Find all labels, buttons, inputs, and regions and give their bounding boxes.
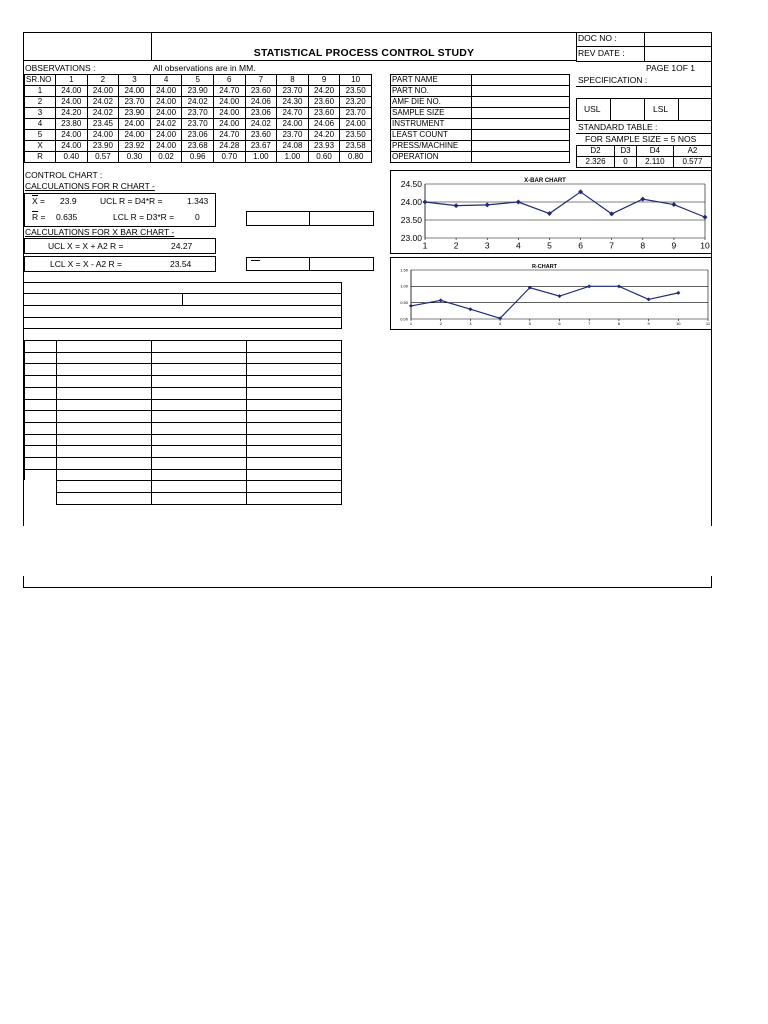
history-grid-line <box>56 504 342 505</box>
part-info-row <box>391 119 570 130</box>
lsl-label: LSL <box>653 104 669 114</box>
chart-title: X-BAR CHART <box>524 178 566 184</box>
observations-row <box>25 86 372 97</box>
history-grid-line <box>24 457 342 458</box>
observations-row-label: 1 <box>25 86 56 97</box>
chart-point <box>647 297 651 301</box>
part-info-label: PART NO. <box>391 86 472 97</box>
doc-no-value-divider <box>644 32 645 61</box>
observations-cell: 24.00 <box>56 141 88 152</box>
observations-cell: 0.60 <box>308 152 340 163</box>
r-chart-panel <box>390 257 712 330</box>
chart-x-tick-label: 3 <box>484 240 490 251</box>
chart-point <box>468 307 472 311</box>
observations-cell: 1.00 <box>245 152 277 163</box>
observations-col-header: SR.NO <box>25 75 56 86</box>
constants-body <box>577 146 712 168</box>
chart-series-line <box>425 192 705 217</box>
observations-cell: 0.70 <box>213 152 245 163</box>
chart-x-tick-label: 1 <box>422 240 428 251</box>
history-grid-line <box>24 387 342 388</box>
observations-cell: 23.90 <box>119 108 151 119</box>
observations-cell: 23.90 <box>182 86 214 97</box>
ucl-r-label: UCL R = D4*R = <box>100 196 163 206</box>
observations-label: OBSERVATIONS : <box>25 63 96 73</box>
observations-row-label: $\overline{X}$ <box>25 141 56 152</box>
observations-cell: 0.30 <box>119 152 151 163</box>
observations-table <box>24 74 372 163</box>
chart-x-tick-label: 6 <box>558 321 561 326</box>
usl-value-box <box>610 98 645 121</box>
observations-row-label: 2 <box>25 97 56 108</box>
ucl-r-value: 1.343 <box>187 196 209 206</box>
part-info-row <box>391 75 570 86</box>
observations-row-label: 3 <box>25 108 56 119</box>
observations-cell: 23.60 <box>245 130 277 141</box>
part-info-row <box>391 86 570 97</box>
observations-cell: 23.60 <box>308 97 340 108</box>
rbar-row <box>32 212 45 222</box>
part-info-label: INSTRUMENT <box>391 119 472 130</box>
part-info-row <box>391 141 570 152</box>
constants-table <box>576 145 712 168</box>
observations-cell: 0.57 <box>87 152 119 163</box>
observations-cell: 23.67 <box>245 141 277 152</box>
doc-no-label: DOC NO : <box>578 33 617 43</box>
observations-col-header: 5 <box>182 75 214 86</box>
observations-cell: 24.00 <box>150 130 182 141</box>
observations-cell: 0.96 <box>182 152 214 163</box>
history-grid-line <box>56 492 342 493</box>
page-gap-left-mask <box>22 526 25 576</box>
remarks-line-1 <box>24 293 342 294</box>
chart-x-tick-label: 4 <box>498 321 502 326</box>
xbb-row <box>32 196 45 206</box>
observations-cell: 23.50 <box>340 130 372 141</box>
rbar-value: 0.635 <box>56 212 78 222</box>
chart-x-tick-label: 11 <box>705 321 711 326</box>
history-grid-col <box>56 340 57 504</box>
chart-title: R-CHART <box>531 264 558 270</box>
observations-cell: 23.70 <box>340 108 372 119</box>
chart-x-tick-label: 1 <box>409 321 413 326</box>
specification-label: SPECIFICATION : <box>578 75 648 85</box>
history-grid-line <box>56 480 342 481</box>
observations-cell: 23.68 <box>182 141 214 152</box>
observations-cell: 24.02 <box>87 97 119 108</box>
ucl-x-label: UCL X = X + A2 R = <box>48 241 124 251</box>
control-chart-label: CONTROL CHART : <box>25 170 103 180</box>
observations-cell: 1.00 <box>277 152 309 163</box>
observations-col-header: 10 <box>340 75 372 86</box>
chart-point <box>703 215 708 220</box>
constants-header-row <box>577 146 712 157</box>
r-chart <box>391 258 711 329</box>
remarks-divider <box>182 293 183 305</box>
observations-row <box>25 141 372 152</box>
xbar-chart <box>391 171 711 253</box>
x-result-divider <box>309 257 310 271</box>
constant-value: 2.326 <box>577 157 615 168</box>
header-bottom-line <box>576 61 712 62</box>
chart-point <box>671 202 676 207</box>
observations-col-header: 3 <box>119 75 151 86</box>
observations-col-header: 8 <box>277 75 309 86</box>
spec-line <box>576 86 712 87</box>
x-result-dash <box>251 260 260 261</box>
constants-value-row <box>577 157 712 168</box>
chart-x-tick-label: 2 <box>439 321 442 326</box>
observations-cell: 23.60 <box>245 86 277 97</box>
part-info-value <box>472 152 570 163</box>
observations-cell: 24.00 <box>213 119 245 130</box>
history-grid-line <box>24 340 342 341</box>
page-gap-right-mask <box>710 526 713 576</box>
observations-col-header: 1 <box>56 75 88 86</box>
ucl-x-value: 24.27 <box>171 241 193 251</box>
history-grid-line <box>24 352 342 353</box>
part-info-body <box>391 75 570 163</box>
chart-point <box>485 202 490 207</box>
observations-row <box>25 130 372 141</box>
observations-cell: 24.20 <box>308 130 340 141</box>
observations-cell: 24.70 <box>213 130 245 141</box>
observations-cell: 23.92 <box>119 141 151 152</box>
chart-x-tick-label: 8 <box>617 321 621 326</box>
observations-cell: 24.02 <box>245 119 277 130</box>
history-grid-col <box>341 340 342 504</box>
history-grid-line <box>24 422 342 423</box>
chart-point <box>409 304 413 308</box>
chart-x-tick-label: 5 <box>547 240 552 251</box>
chart-point <box>516 200 521 205</box>
constant-header: D2 <box>577 146 615 157</box>
chart-x-tick-label: 10 <box>676 321 681 326</box>
observations-cell: 24.28 <box>213 141 245 152</box>
observations-col-header: 7 <box>245 75 277 86</box>
lcl-x-value: 23.54 <box>170 259 192 269</box>
observations-cell: 24.30 <box>277 97 309 108</box>
chart-point <box>640 197 645 202</box>
chart-x-tick-label: 8 <box>640 240 646 251</box>
chart-y-tick-label: 23.00 <box>400 232 422 243</box>
history-grid-col <box>151 340 152 504</box>
observations-col-header: 2 <box>87 75 119 86</box>
chart-y-tick-label: 24.50 <box>400 178 422 189</box>
observations-cell: 0.02 <box>150 152 182 163</box>
observations-cell: 23.06 <box>245 108 277 119</box>
observations-cell: 23.70 <box>182 119 214 130</box>
chart-y-tick-label: 0.50 <box>400 300 408 306</box>
constant-header: D4 <box>636 146 673 157</box>
constant-header: A2 <box>673 146 711 157</box>
part-info-row <box>391 152 570 163</box>
observations-cell: 23.20 <box>340 97 372 108</box>
observations-row-label: 5 <box>25 130 56 141</box>
chart-x-tick-label: 7 <box>588 321 591 326</box>
history-grid-line <box>24 445 342 446</box>
lcl-r-label: LCL R = D3*R = <box>113 212 175 222</box>
chart-y-tick-label: 1.00 <box>400 283 408 289</box>
chart-x-tick-label: 7 <box>609 240 615 251</box>
observations-col-header: 6 <box>213 75 245 86</box>
observations-cell: 24.00 <box>87 130 119 141</box>
lsl-value-box <box>678 98 712 121</box>
x-chart-calc-title: CALCULATIONS FOR X BAR CHART - <box>25 227 175 237</box>
remarks-line-4 <box>24 328 342 329</box>
rev-date-label: REV DATE : <box>578 48 625 58</box>
observations-cell: 23.70 <box>277 86 309 97</box>
observations-cell: 23.45 <box>87 119 119 130</box>
standard-table-label: STANDARD TABLE : <box>578 122 658 132</box>
page-border-bottom <box>23 587 712 588</box>
page-title: STATISTICAL PROCESS CONTROL STUDY <box>253 47 475 59</box>
chart-x-tick-label: 9 <box>647 321 650 326</box>
history-grid-line <box>24 434 342 435</box>
observations-note: All observations are in MM. <box>153 63 256 73</box>
chart-point <box>454 203 459 208</box>
constant-header: D3 <box>615 146 637 157</box>
part-info-value <box>472 141 570 152</box>
chart-x-tick-label: 2 <box>453 240 459 251</box>
observations-cell: 24.00 <box>277 119 309 130</box>
observations-cell: 24.00 <box>56 130 88 141</box>
x-result-box <box>246 257 374 271</box>
observations-cell: 23.70 <box>277 130 309 141</box>
observations-row <box>25 119 372 130</box>
observations-cell: 24.70 <box>213 86 245 97</box>
chart-point <box>439 298 443 302</box>
r-result-box <box>246 211 374 226</box>
observations-cell: 24.00 <box>150 97 182 108</box>
observations-cell: 24.00 <box>56 97 88 108</box>
observations-cell: 24.00 <box>150 86 182 97</box>
observations-col-header: 9 <box>308 75 340 86</box>
part-info-value <box>472 75 570 86</box>
chart-y-tick-label: 23.50 <box>400 214 422 225</box>
part-info-table <box>390 74 570 163</box>
part-info-value <box>472 108 570 119</box>
observations-cell: 23.80 <box>56 119 88 130</box>
observations-col-header: 4 <box>150 75 182 86</box>
rbar-eq: = <box>40 212 46 222</box>
part-info-value <box>472 86 570 97</box>
history-grid-line <box>24 399 342 400</box>
observations-cell: 24.02 <box>182 97 214 108</box>
observations-cell: 23.60 <box>308 108 340 119</box>
r-chart-calc-title: CALCULATIONS FOR R CHART - <box>25 181 155 191</box>
chart-x-tick-label: 9 <box>671 240 677 251</box>
observations-cell: 24.08 <box>277 141 309 152</box>
part-info-label: PART NAME <box>391 75 472 86</box>
remarks-line-3 <box>24 317 342 318</box>
observations-cell: 23.70 <box>182 108 214 119</box>
xbar-chart-panel <box>390 170 712 254</box>
lcl-x-label: LCL X = X - A2 R = <box>50 259 122 269</box>
observations-row <box>25 97 372 108</box>
observations-cell: 24.06 <box>308 119 340 130</box>
observations-cell: 24.06 <box>245 97 277 108</box>
observations-cell: 23.93 <box>308 141 340 152</box>
page-number: PAGE 1OF 1 <box>646 63 695 73</box>
observations-cell: 24.00 <box>119 119 151 130</box>
part-info-label: PRESS/MACHINE <box>391 141 472 152</box>
part-info-label: AMF DIE NO. <box>391 97 472 108</box>
observations-cell: 24.00 <box>119 86 151 97</box>
part-info-value <box>472 119 570 130</box>
part-info-value <box>472 97 570 108</box>
observations-row <box>25 108 372 119</box>
observations-header-row <box>25 75 372 86</box>
observations-cell: 24.20 <box>56 108 88 119</box>
history-grid-line <box>24 363 342 364</box>
part-info-label: LEAST COUNT <box>391 130 472 141</box>
header-logo-cell <box>23 32 152 61</box>
observations-row-label: R <box>25 152 56 163</box>
constant-value: 0 <box>615 157 637 168</box>
part-info-label: SAMPLE SIZE <box>391 108 472 119</box>
observations-row <box>25 152 372 163</box>
chart-series-line <box>411 286 678 318</box>
constant-value: 2.110 <box>636 157 673 168</box>
history-grid-col <box>246 340 247 504</box>
chart-point <box>617 284 621 288</box>
observations-cell: 24.20 <box>308 86 340 97</box>
xbb-value: 23.9 <box>60 196 77 206</box>
observations-cell: 24.00 <box>56 86 88 97</box>
history-grid-line <box>24 375 342 376</box>
observations-cell: 24.02 <box>87 108 119 119</box>
xbb-symbol: X <box>32 196 38 206</box>
part-info-row <box>391 97 570 108</box>
chart-x-tick-label: 10 <box>700 240 710 251</box>
observations-cell: 24.70 <box>277 108 309 119</box>
remarks-line-2 <box>24 305 342 306</box>
observations-row-label: 4 <box>25 119 56 130</box>
chart-point <box>558 294 562 298</box>
chart-point <box>676 291 680 295</box>
observations-cell: 23.58 <box>340 141 372 152</box>
chart-x-tick-label: 3 <box>469 321 472 326</box>
usl-label: USL <box>584 104 601 114</box>
chart-y-tick-label: 24.00 <box>400 196 422 207</box>
lcl-r-value: 0 <box>195 212 200 222</box>
part-info-row <box>391 108 570 119</box>
rbar-symbol: $\overline{R}$ <box>32 212 39 222</box>
observations-cell: 24.00 <box>150 108 182 119</box>
observations-cell: 23.70 <box>119 97 151 108</box>
history-grid-line <box>24 410 342 411</box>
chart-x-tick-label: 6 <box>578 240 583 251</box>
history-grid-col <box>24 340 25 480</box>
observations-cell: 24.02 <box>150 119 182 130</box>
observations-cell: 24.00 <box>119 130 151 141</box>
part-info-row <box>391 130 570 141</box>
observations-cell: 23.50 <box>340 86 372 97</box>
observations-cell: 24.00 <box>87 86 119 97</box>
chart-y-tick-label: 0.00 <box>400 316 408 322</box>
chart-point <box>587 284 591 288</box>
observations-cell: 0.40 <box>56 152 88 163</box>
history-grid-line <box>24 469 342 470</box>
chart-y-tick-label: 1.50 <box>400 267 408 273</box>
observations-cell: 24.00 <box>150 141 182 152</box>
xbb-eq: = <box>40 196 46 206</box>
constant-value: 0.577 <box>673 157 711 168</box>
chart-x-tick-label: 4 <box>515 240 521 251</box>
part-info-label: OPERATION <box>391 152 472 163</box>
sample-size-note: FOR SAMPLE SIZE = 5 NOS <box>585 134 697 144</box>
observations-cell: 24.00 <box>213 108 245 119</box>
observations-cell: 24.00 <box>213 97 245 108</box>
observations-cell: 24.00 <box>340 119 372 130</box>
observations-cell: 23.90 <box>87 141 119 152</box>
observations-cell: 23.06 <box>182 130 214 141</box>
chart-x-tick-label: 5 <box>528 321 531 326</box>
chart-point <box>423 200 428 205</box>
observations-table-body <box>25 75 372 163</box>
part-info-value <box>472 130 570 141</box>
observations-cell: 0.80 <box>340 152 372 163</box>
r-result-divider <box>309 211 310 226</box>
